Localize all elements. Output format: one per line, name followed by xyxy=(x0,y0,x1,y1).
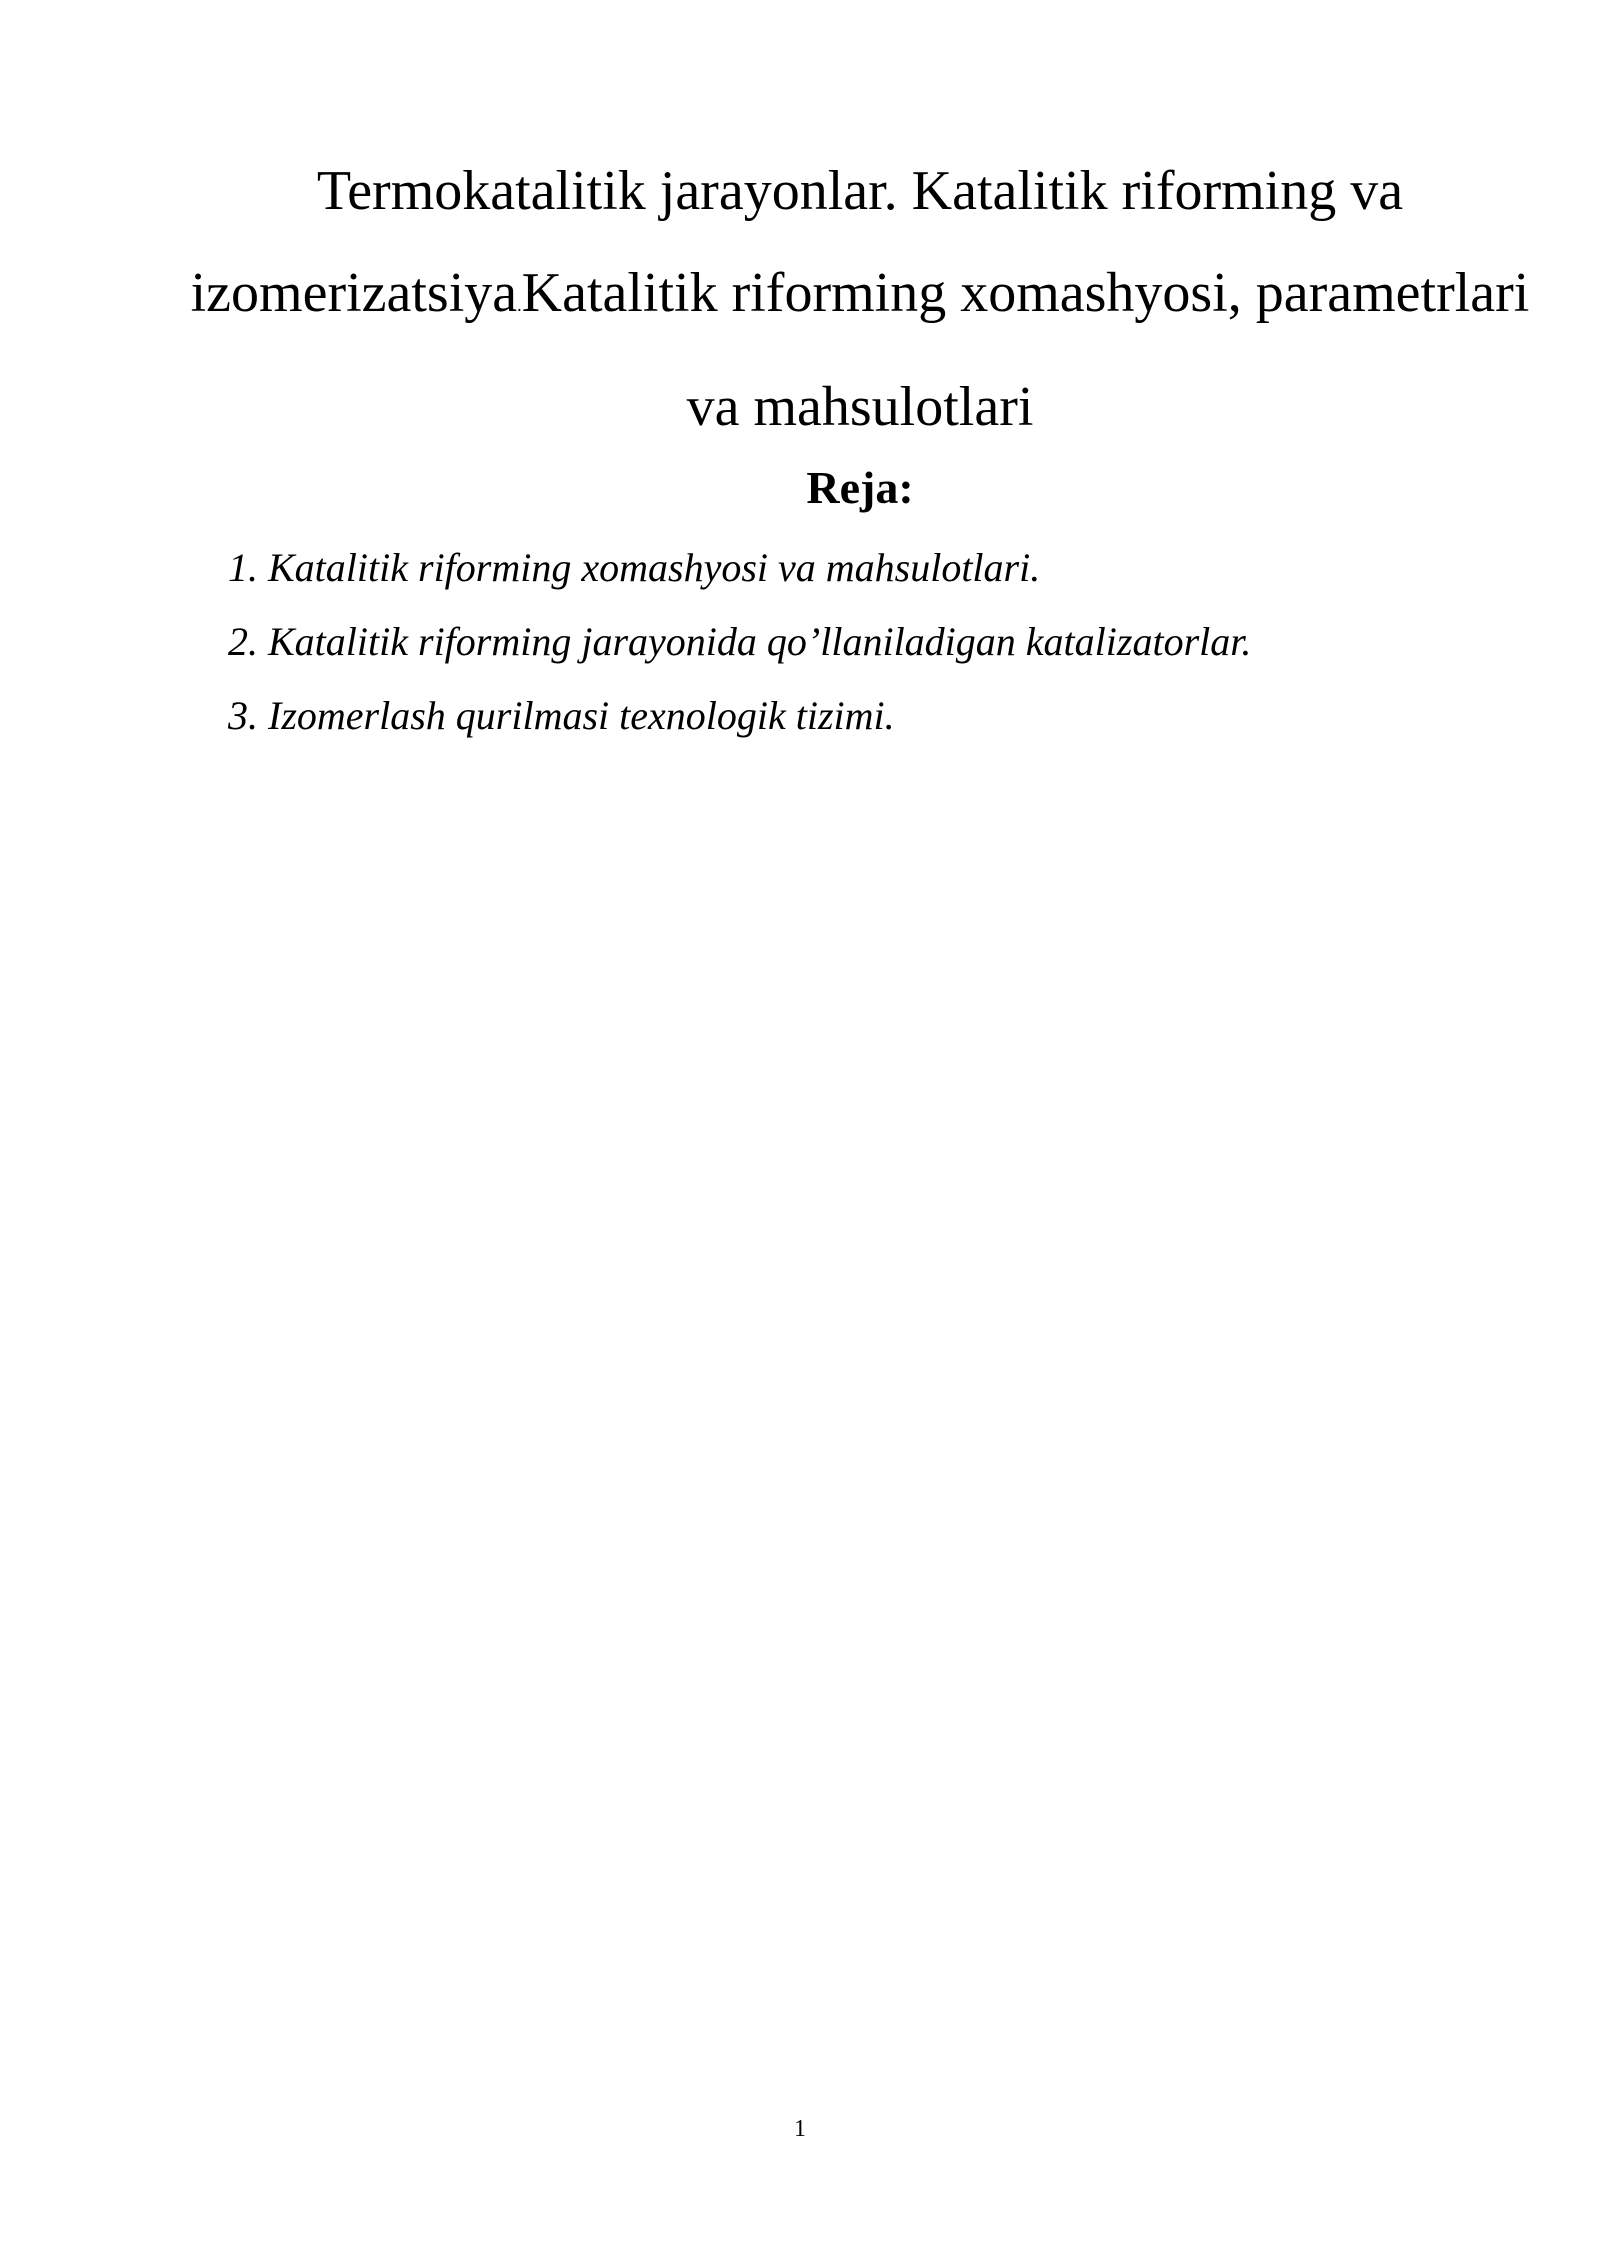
plan-heading: Reja: xyxy=(806,462,914,513)
title-separator: . xyxy=(517,295,522,315)
page-number: 1 xyxy=(794,2116,806,2142)
plan-item: 3. Izomerlash qurilmasi texnologik tizimi. xyxy=(228,693,895,738)
plan-list xyxy=(228,536,1528,758)
plan-item: 2. Katalitik riforming jarayonida qo’llaniladigan katalizatorlar. xyxy=(228,619,1252,664)
plan-item: 1. Katalitik riforming xomashyosi va mahsulotlari. xyxy=(228,545,1041,590)
title-part-1: Termokatalitik jarayonlar. Katalitik riforming va izomerizatsiya xyxy=(190,160,1404,324)
document-title xyxy=(180,140,1540,458)
title-part-2: Katalitik riforming xomashyosi, parametrlari va mahsulotlari xyxy=(521,262,1530,438)
